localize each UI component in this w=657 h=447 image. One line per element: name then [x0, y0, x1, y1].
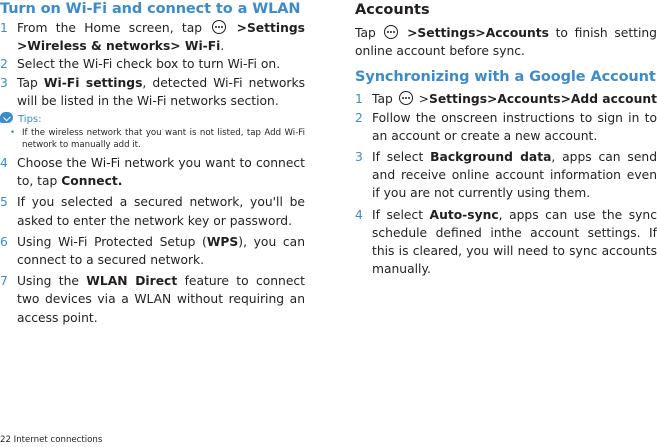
wifi-step-5: 5 If you selected a secured network, you'll be asked to enter the network key or password. [0, 195, 305, 228]
section-title-accounts: Accounts [355, 2, 430, 18]
section-title-wifi: Turn on Wi-Fi and connect to a WLAN [0, 1, 301, 17]
step-number: 2 [355, 110, 363, 125]
tips-check-icon [0, 112, 13, 123]
sync-step-3: 3 If select Background data, apps can send and receive online account information even if you are not currently using them. [355, 150, 657, 201]
step-number: 3 [355, 150, 363, 165]
step-number: 3 [0, 75, 8, 90]
accounts-intro: Tap >Settings>Accounts to finish setting online account before sync. [355, 26, 657, 59]
menu-dots-icon [399, 91, 413, 105]
step-number: 7 [0, 274, 8, 289]
menu-dots-icon [212, 20, 226, 34]
step-number: 2 [0, 57, 8, 72]
step-number: 1 [355, 92, 363, 107]
wifi-step-7: 7 Using the WLAN Direct feature to connect two devices via a WLAN without requiring an access point. [0, 274, 305, 325]
right-column [355, 0, 657, 278]
wifi-step-2: 2 Select the Wi-Fi check box to turn Wi-Fi on. [0, 55, 305, 73]
tips-box [0, 113, 305, 151]
page-footer: 22 Internet connections [0, 435, 103, 445]
tips-label: Tips: [18, 114, 42, 126]
wifi-step-1: 1 From the Home screen, tap >Settings >Wireless & networks> Wi-Fi. [0, 21, 305, 54]
section-title-sync: Synchronizing with a Google Account [355, 69, 656, 86]
sync-step-4: 4 If select Auto-sync, apps can use the sync schedule defined inthe account settings. If this is cleared, you will need to sync accounts manually. [355, 207, 657, 277]
menu-dots-icon [384, 25, 398, 39]
wifi-step-3: 3 Tap Wi-Fi settings, detected Wi-Fi networks will be listed in the Wi-Fi networks section. [0, 75, 305, 108]
wifi-step-6: 6 Using Wi-Fi Protected Setup (WPS), you can connect to a secured network. [0, 234, 305, 268]
step-number: 4 [355, 207, 363, 222]
step-number: 6 [0, 234, 8, 249]
step-number: 5 [0, 195, 8, 210]
sync-step-2: 2 Follow the onscreen instructions to sign in to an account or create a new account. [355, 110, 657, 143]
step-number: 4 [0, 156, 8, 171]
left-column [0, 0, 305, 327]
tip-item: • If the wireless network that you want is not listed, tap Add Wi-Fi network to manually add it. [10, 128, 305, 151]
sync-step-1: 1 Tap >Settings>Accounts>Add account [355, 90, 657, 108]
step-number: 1 [0, 21, 8, 35]
wifi-step-4: 4 Choose the Wi-Fi network you want to connect to, tap Connect. [0, 156, 305, 189]
